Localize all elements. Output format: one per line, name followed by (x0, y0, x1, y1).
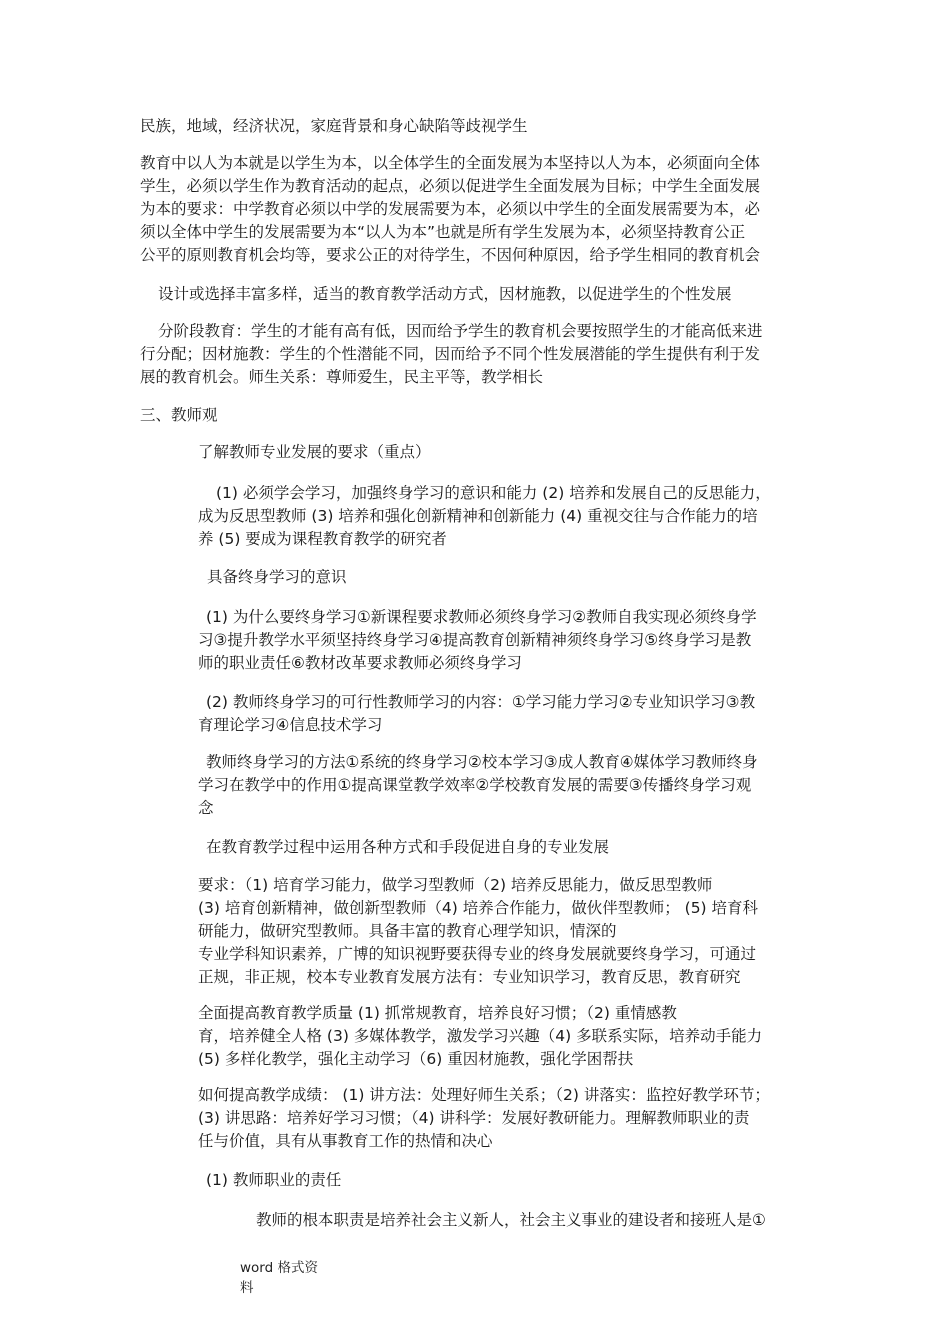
paragraph-demands (198, 874, 758, 989)
paragraph-quality (198, 1002, 762, 1071)
text-line: 教师终身学习的方法①系统的终身学习②校本学习③成人教育④媒体学习教师终身 (206, 753, 758, 771)
text-line: 分阶段教育：学生的才能有高有低，因而给予学生的教育机会要按照学生的才能高低来进 (158, 322, 763, 340)
text-line: 展的教育机会。师生关系：尊师爱生，民主平等，教学相长 (140, 368, 544, 386)
text-line: 正规，非正规，校本专业教育发展方法有：专业知识学习，教育反思，教育研究 (198, 968, 741, 986)
paragraph-why-lifelong (198, 606, 757, 675)
text-line: 具备终身学习的意识 (207, 568, 347, 586)
text-line: 如何提高教学成绩： (1) 讲方法：处理好师生关系；（2) 讲落实：监控好教学环节； (198, 1086, 770, 1104)
paragraph-requirements-list (198, 482, 771, 551)
paragraph-fundamental-duty (256, 1209, 766, 1232)
footer-line: 料 (240, 1280, 254, 1296)
text-line: 为本的要求：中学教育必须以中学的发展需要为本，必须以中学生的全面发展需要为本，必 (140, 200, 761, 218)
text-line: 行分配；因材施教：学生的个性潜能不同，因而给予不同个性发展潜能的学生提供有利于发 (140, 345, 761, 363)
text-line: (3) 培育创新精神，做创新型教师（4) 培养合作能力，做伙伴型教师； (5) 培育科 (198, 899, 759, 917)
text-line: 要求：（1) 培育学习能力，做学习型教师（2) 培养反思能力，做反思型教师 (198, 876, 713, 894)
paragraph-design-activities (158, 283, 732, 306)
paragraph-feasibility (198, 691, 755, 737)
text-line: (3) 讲思路：培养好学习习惯；（4) 讲科学：发展好教研能力。理解教师职业的责 (198, 1109, 750, 1127)
text-line: 设计或选择丰富多样，适当的教育教学活动方式，因材施教，以促进学生的个性发展 (158, 285, 732, 303)
paragraph-lifelong-awareness (207, 566, 347, 589)
text-line: 任与价值，具有从事教育工作的热情和决心 (198, 1132, 493, 1150)
text-line: (5) 多样化教学，强化主动学习（6) 重因材施教，强化学困帮扶 (198, 1050, 634, 1068)
text-line: 民族，地域，经济状况，家庭背景和身心缺陷等歧视学生 (140, 117, 528, 135)
text-line: 全面提高教育教学质量 (1) 抓常规教育，培养良好习惯；（2) 重情感教 (198, 1004, 677, 1022)
footer-line: word 格式资 (240, 1260, 318, 1276)
paragraph-stage-education (140, 320, 763, 389)
text-line: 习③提升教学水平须坚持终身学习④提高教育创新精神须终身学习⑤终身学习是教 (198, 631, 752, 649)
text-line: 育理论学习④信息技术学习 (198, 716, 383, 734)
text-line: 了解教师专业发展的要求（重点） (198, 443, 431, 461)
paragraph-discrimination (140, 115, 528, 138)
paragraph-understand-requirements (198, 441, 431, 464)
text-line: 专业学科知识素养，广博的知识视野要获得专业的终身发展就要终身学习，可通过 (198, 945, 757, 963)
paragraph-professional-development (206, 836, 609, 859)
text-line: 育，培养健全人格 (3) 多媒体教学，激发学习兴趣（4) 多联系实际，培养动手能力 (198, 1027, 763, 1045)
text-line: 教育中以人为本就是以学生为本，以全体学生的全面发展为本坚持以人为本，必须面向全体 (140, 154, 761, 172)
paragraph-improve-results (198, 1084, 770, 1153)
page-footer (240, 1258, 318, 1298)
text-line: (2) 教师终身学习的可行性教师学习的内容：①学习能力学习②专业知识学习③教 (206, 693, 756, 711)
text-line: 学生，必须以学生作为教育活动的起点，必须以促进学生全面发展为目标；中学生全面发展 (140, 177, 761, 195)
paragraph-methods (198, 751, 758, 820)
paragraph-teacher-duty (206, 1169, 341, 1192)
text-line: 研能力，做研究型教师。具备丰富的教育心理学知识，情深的 (198, 922, 617, 940)
text-line: 成为反思型教师 (3) 培养和强化创新精神和创新能力 (4) 重视交往与合作能力的培 (198, 507, 758, 525)
text-line: 在教育教学过程中运用各种方式和手段促进自身的专业发展 (206, 838, 610, 856)
text-line: 须以全体中学生的发展需要为本“以人为本”也就是所有学生发展为本，必须坚持教育公正 (140, 223, 746, 241)
text-line: 养 (5) 要成为课程教育教学的研究者 (198, 530, 447, 548)
text-line: 三、教师观 (140, 406, 218, 424)
text-line: 师的职业责任⑥教材改革要求教师必须终身学习 (198, 654, 522, 672)
text-line: 公平的原则教育机会均等，要求公正的对待学生，不因何种原因，给予学生相同的教育机会 (140, 246, 761, 264)
text-line: 学习在教学中的作用①提高课堂教学效率②学校教育发展的需要③传播终身学习观 (198, 776, 752, 794)
text-line: 教师的根本职责是培养社会主义新人，社会主义事业的建设者和接班人是① (256, 1211, 766, 1229)
text-line: (1) 为什么要终身学习①新课程要求教师必须终身学习②教师自我实现必须终身学 (206, 608, 757, 626)
text-line: 念 (198, 799, 214, 817)
text-line: (1) 必须学会学习，加强终身学习的意识和能力 (2) 培养和发展自己的反思能力， (216, 484, 771, 502)
text-line: (1) 教师职业的责任 (206, 1171, 342, 1189)
paragraph-student-oriented (140, 152, 760, 267)
section-heading-teacher-view (140, 404, 218, 427)
